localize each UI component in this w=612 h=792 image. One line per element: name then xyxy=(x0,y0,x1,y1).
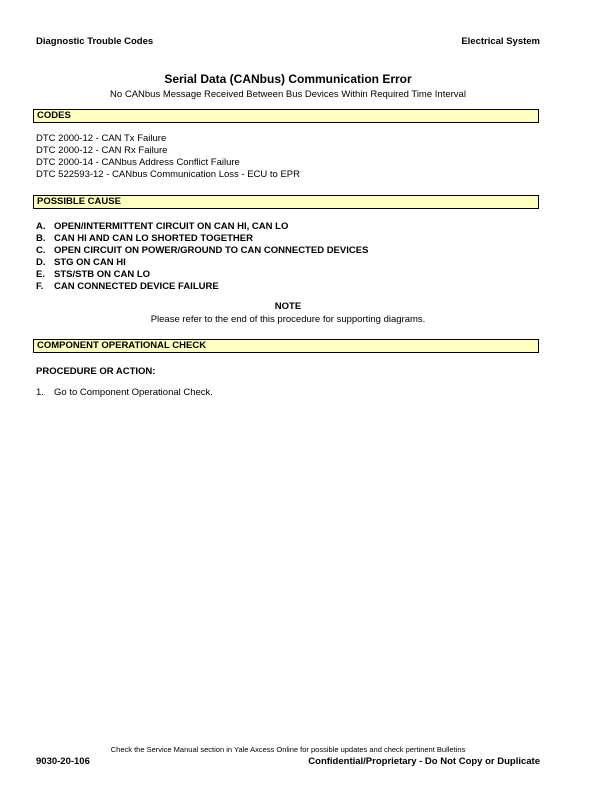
procedure-step xyxy=(36,387,213,398)
note-heading: NOTE xyxy=(274,301,302,312)
header-chapter: Electrical System xyxy=(461,36,540,47)
footer-note: Check the Service Manual section in Yale Axcess Online for possible updates and check pertinent Bulletins xyxy=(110,745,466,754)
codes-list xyxy=(36,133,300,181)
cause-text: CAN HI AND CAN LO SHORTED TOGETHER xyxy=(54,233,253,244)
cause-text: CAN CONNECTED DEVICE FAILURE xyxy=(54,281,219,292)
cause-item xyxy=(36,257,368,269)
footer-confidential: Confidential/Proprietary - Do Not Copy or Duplicate xyxy=(308,756,540,767)
cause-item xyxy=(36,233,368,245)
footer-page-number: 9030-20-106 xyxy=(36,756,90,767)
code-item: DTC 2000-14 - CANbus Address Conflict Failure xyxy=(36,157,240,168)
step-text: Go to Component Operational Check. xyxy=(54,387,213,398)
page-title: Serial Data (CANbus) Communication Error xyxy=(164,72,412,86)
procedure-heading: PROCEDURE OR ACTION: xyxy=(36,366,156,377)
cause-text: STS/STB ON CAN LO xyxy=(54,269,151,280)
note-text: Please refer to the end of this procedure for supporting diagrams. xyxy=(150,314,426,325)
cause-letter: C. xyxy=(36,245,46,256)
cause-letter: D. xyxy=(36,257,46,268)
cause-item xyxy=(36,281,368,293)
component-check-heading: COMPONENT OPERATIONAL CHECK xyxy=(33,339,539,353)
code-item: DTC 2000-12 - CAN Rx Failure xyxy=(36,145,168,156)
possible-cause-list xyxy=(36,221,368,293)
cause-text: OPEN CIRCUIT ON POWER/GROUND TO CAN CONNECTED DEVICES xyxy=(54,245,369,256)
cause-letter: A. xyxy=(36,221,46,232)
cause-text: STG ON CAN HI xyxy=(54,257,126,268)
code-item: DTC 522593-12 - CANbus Communication Loss - ECU to EPR xyxy=(36,169,300,180)
step-number: 1. xyxy=(36,387,44,398)
cause-text: OPEN/INTERMITTENT CIRCUIT ON CAN HI, CAN LO xyxy=(54,221,289,232)
cause-item xyxy=(36,269,368,281)
possible-cause-heading: POSSIBLE CAUSE xyxy=(33,195,539,209)
codes-heading: CODES xyxy=(33,109,539,123)
cause-item xyxy=(36,221,368,233)
header-doc-section: Diagnostic Trouble Codes xyxy=(36,36,154,47)
page-subtitle: No CANbus Message Received Between Bus Devices Within Required Time Interval xyxy=(110,89,466,100)
cause-letter: B. xyxy=(36,233,46,244)
code-item: DTC 2000-12 - CAN Tx Failure xyxy=(36,133,167,144)
cause-letter: E. xyxy=(36,269,45,280)
cause-item xyxy=(36,245,368,257)
cause-letter: F. xyxy=(36,281,44,292)
